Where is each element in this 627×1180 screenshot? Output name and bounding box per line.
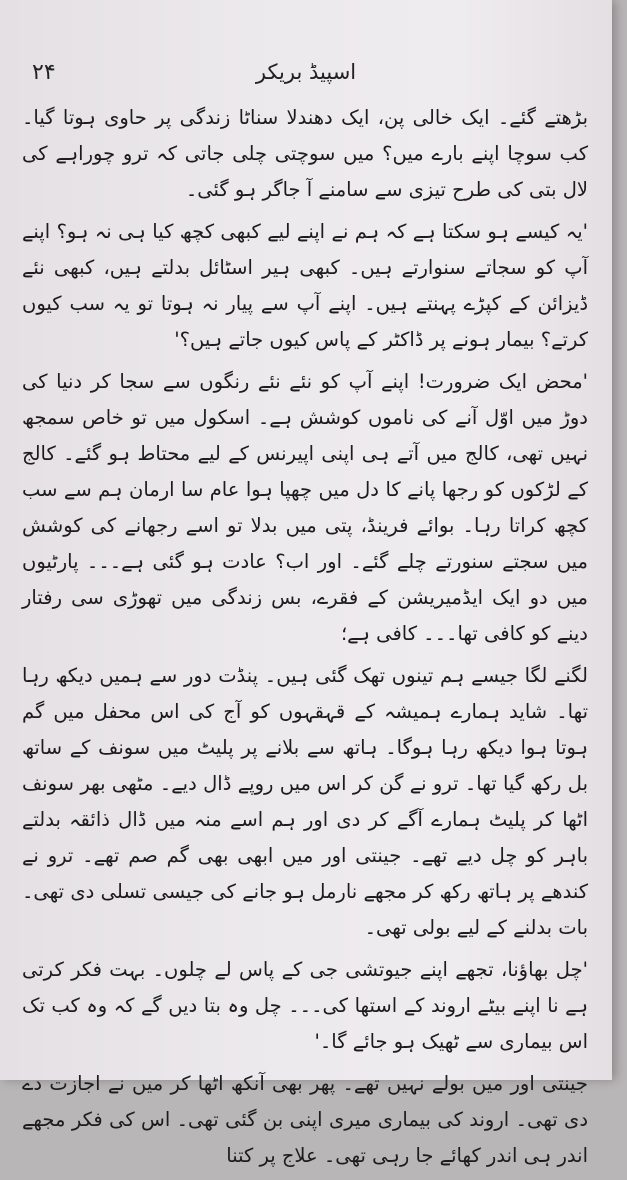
paragraph: جینتی اور میں بولے نہیں تھے۔ پھر بھی آنکھ اٹھا کر میں نے اجازت دے دی تھی۔ اروند کی بیماری میری اپنی بن گئی تھی۔ اس کی فکر مجھے اندر ہی اندر کھائے جا رہی تھی۔ علاج پر کتنا <box>22 1072 588 1167</box>
paragraph: 'یہ کیسے ہو سکتا ہے کہ ہم نے اپنے لیے کبھی کچھ کیا ہی نہ ہو؟ اپنے آپ کو سجاتے سنوارتے ہیں۔ کبھی ہیر اسٹائل بدلتے ہیں، کبھی نئے ڈیزائن کے کپڑے پہنتے ہیں۔ اپنے آپ سے پیار نہ ہوتا تو یہ سب کیوں کرتے؟ بیمار ہونے پر ڈاکٹر کے پاس کیوں جاتے ہیں؟' <box>22 220 588 351</box>
paragraph: بڑھتے گئے۔ ایک خالی پن، ایک دھندلا سناٹا زندگی پر حاوی ہوتا گیا۔ کب سوچا اپنے بارے میں؟ میں سوچتی چلی جاتی کہ ترو چوراہے کی لال بتی کی طرح تیزی سے سامنے آ جاگر ہو گئی۔ <box>22 106 588 201</box>
page-header <box>28 60 584 94</box>
page-number: ۲۴ <box>32 60 56 85</box>
paragraph: لگنے لگا جیسے ہم تینوں تھک گئی ہیں۔ پنڈت دور سے ہمیں دیکھ رہا تھا۔ شاید ہمارے ہمیشہ کے قہقہوں کو آج کی اس محفل میں گم ہوتا ہوا دیکھ رہا ہوگا۔ ہاتھ سے بلانے پر پلیٹ میں سونف کے ساتھ بل رکھ گیا تھا۔ ترو نے گن کر اس میں روپے ڈال دیے۔ مٹھی بھر سونف اٹھا کر پلیٹ ہمارے آگے کر دی اور ہم اسے منہ میں ڈال ذائقہ بدلتے باہر کو چل دیے تھے۔ جینتی اور میں ابھی بھی گم صم تھے۔ ترو نے کندھے پر ہاتھ رکھ کر مجھے نارمل ہو جانے کی جیسی تسلی دی تھی۔ بات بدلنے کے لیے بولی تھی۔ <box>22 664 588 939</box>
paragraph: 'چل بھاؤنا، تجھے اپنے جیوتشی جی کے پاس لے چلوں۔ بہت فکر کرتی ہے نا اپنے بیٹے اروند کے استھا کی۔۔۔ چل وہ بتا دیں گے کہ وہ کب تک اس بیماری سے ٹھیک ہو جائے گا۔' <box>22 958 588 1053</box>
paragraph: 'محض ایک ضرورت! اپنے آپ کو نئے نئے رنگوں سے سجا کر دنیا کی دوڑ میں اوّل آنے کی ناموں کوشش ہے۔ اسکول میں تو خاص سمجھ نہیں تھی، کالج میں آتے ہی اپنی اپیرنس کے لیے محتاط ہو گئے۔ کالج کے لڑکوں کو رجھا پانے کا دل میں چھپا ہوا عام سا ارمان ہم سے سب کچھ کراتا رہا۔ بوائے فرینڈ، پتی میں بدلا تو اسے رجھانے کی کوشش میں سجتے سنورتے چلے گئے۔ اور اب؟ عادت ہو گئی ہے۔۔۔ پارٹیوں میں دو ایک ایڈمیریشن کے فقرے، بس زندگی میں تھوڑی سی رفتار دینے کو کافی تھا۔۔۔ کافی ہے؛ <box>22 370 588 645</box>
body-text <box>22 100 588 1180</box>
running-title: اسپیڈ بریکر <box>255 60 357 84</box>
